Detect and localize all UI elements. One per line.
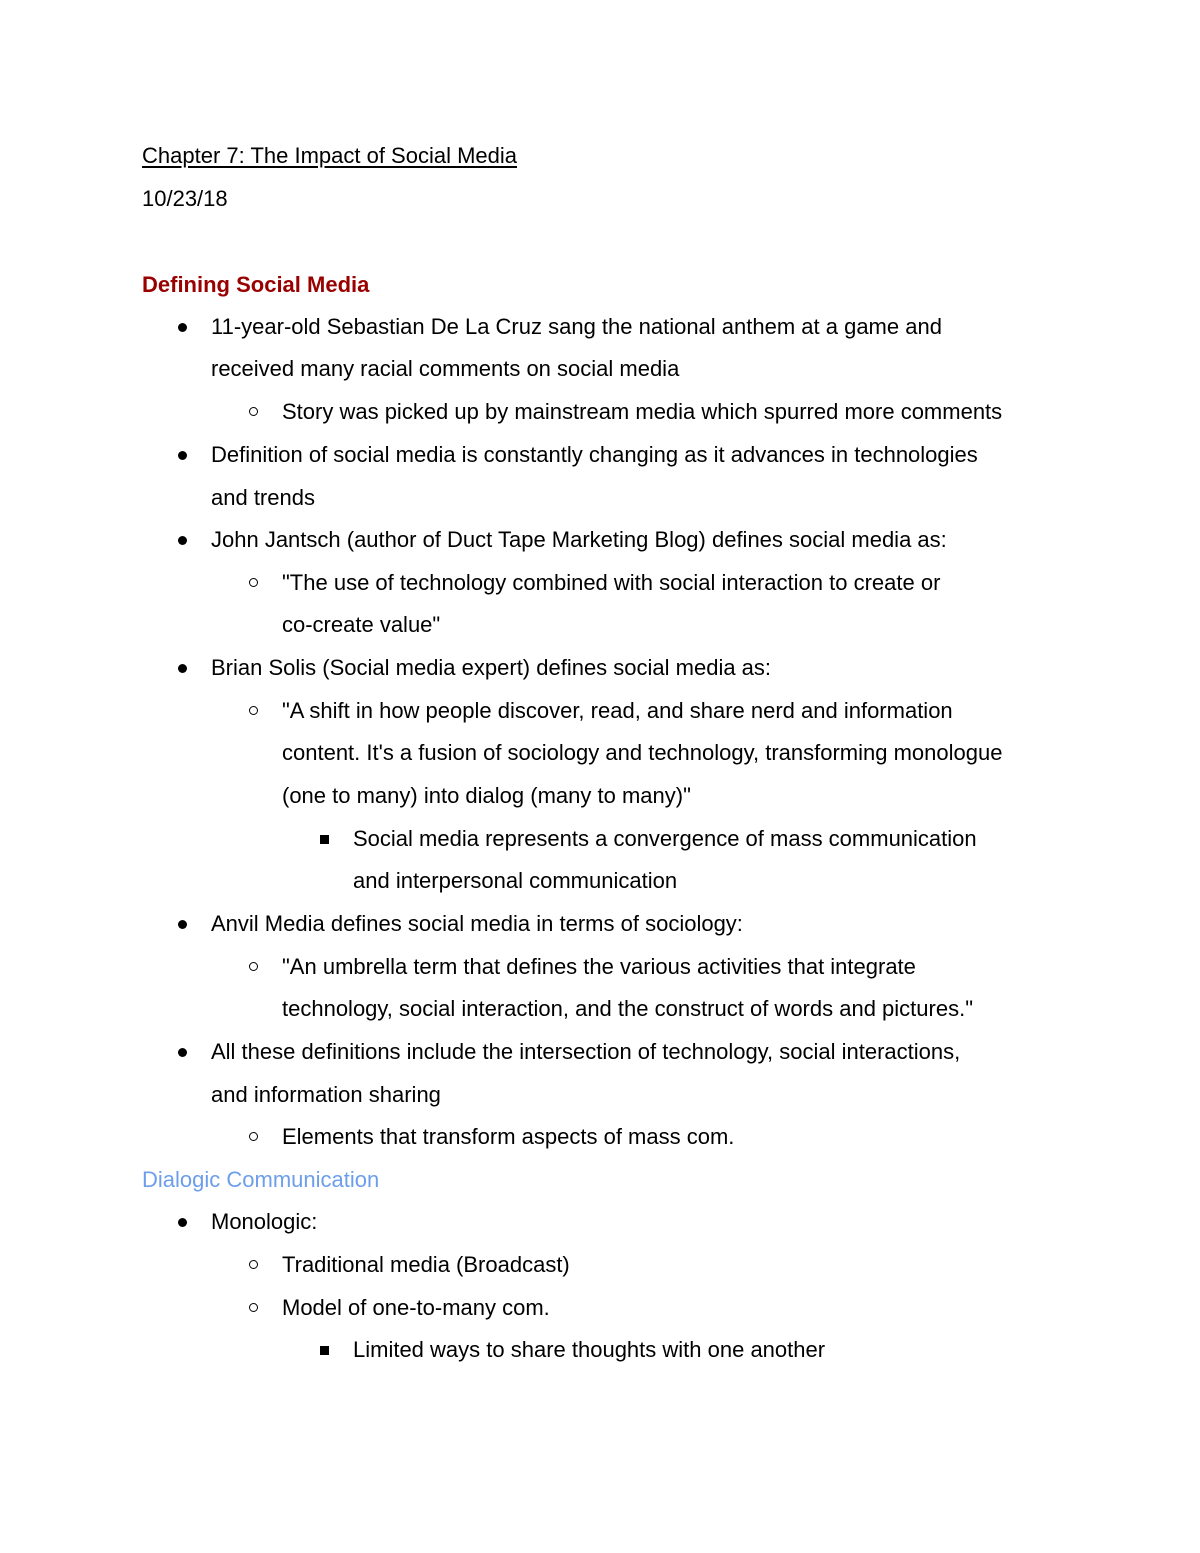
bullet-disc-icon (178, 451, 187, 460)
list-item-text: "The use of technology combined with social interaction to create or (282, 570, 941, 595)
list-item-continuation (211, 348, 679, 391)
list-item-text: All these definitions include the intersection of technology, social interactions, (211, 1039, 961, 1064)
list-item-text: content. It's a fusion of sociology and technology, transforming monologue (282, 740, 1003, 765)
bullet-circle-icon (249, 706, 258, 715)
list-item-continuation (211, 1074, 441, 1117)
list-item (353, 1329, 825, 1372)
list-item (211, 647, 771, 690)
list-item-text: Story was picked up by mainstream media which spurred more comments (282, 399, 1003, 424)
bullet-circle-icon (249, 407, 258, 416)
list-item-continuation (282, 732, 1002, 775)
bullet-circle-icon (249, 962, 258, 971)
list-item (211, 519, 947, 562)
list-item-text: 11-year-old Sebastian De La Cruz sang the national anthem at a game and (211, 314, 942, 339)
list-item-text: Model of one-to-many com. (282, 1295, 550, 1320)
bullet-circle-icon (249, 1303, 258, 1312)
section-heading-dialogic-communication: Dialogic Communication (142, 1167, 380, 1192)
list-item (282, 1244, 570, 1287)
list-item-text: Brian Solis (Social media expert) defines social media as: (211, 655, 772, 680)
list-item (282, 1287, 550, 1330)
bullet-disc-icon (178, 920, 187, 929)
list-item (211, 1031, 960, 1074)
list-item-text: received many racial comments on social media (211, 356, 680, 381)
list-item-text: Anvil Media defines social media in terms of sociology: (211, 911, 743, 936)
list-item-text: and trends (211, 485, 315, 510)
list-item (211, 903, 743, 946)
bullet-circle-icon (249, 1260, 258, 1269)
list-item-text: Monologic: (211, 1209, 318, 1234)
list-item (211, 434, 978, 477)
page-title: Chapter 7: The Impact of Social Media (142, 143, 518, 168)
list-item-text: Definition of social media is constantly changing as it advances in technologies (211, 442, 978, 467)
list-item-continuation (282, 604, 440, 647)
list-item (282, 946, 916, 989)
list-item (282, 690, 953, 733)
list-item-text: and information sharing (211, 1082, 441, 1107)
list-item (211, 306, 942, 349)
bullet-square-icon (320, 835, 329, 844)
list-item (282, 1116, 734, 1159)
bullet-circle-icon (249, 578, 258, 587)
list-item-text: "A shift in how people discover, read, and share nerd and information (282, 698, 953, 723)
bullet-disc-icon (178, 323, 187, 332)
list-item-continuation (282, 775, 691, 818)
list-item-continuation (282, 988, 973, 1031)
list-item-text: Elements that transform aspects of mass com. (282, 1124, 735, 1149)
list-item-text: Limited ways to share thoughts with one another (353, 1337, 826, 1362)
bullet-disc-icon (178, 536, 187, 545)
list-item-text: and interpersonal communication (353, 868, 678, 893)
bullet-square-icon (320, 1346, 329, 1355)
bullet-circle-icon (249, 1132, 258, 1141)
list-item-text: technology, social interaction, and the construct of words and pictures." (282, 996, 974, 1021)
list-item-text: Traditional media (Broadcast) (282, 1252, 570, 1277)
note-date: 10/23/18 (142, 186, 228, 211)
list-item (353, 818, 977, 861)
list-item (211, 1201, 317, 1244)
list-item-text: John Jantsch (author of Duct Tape Marketing Blog) defines social media as: (211, 527, 947, 552)
list-item-continuation (353, 860, 677, 903)
bullet-disc-icon (178, 1218, 187, 1227)
list-item-text: "An umbrella term that defines the various activities that integrate (282, 954, 916, 979)
section-heading-defining-social-media: Defining Social Media (142, 272, 370, 297)
bullet-disc-icon (178, 1048, 187, 1057)
list-item-text: (one to many) into dialog (many to many)" (282, 783, 691, 808)
list-item-continuation (211, 477, 315, 520)
list-item (282, 391, 1002, 434)
list-item-text: Social media represents a convergence of mass communication (353, 826, 977, 851)
bullet-disc-icon (178, 664, 187, 673)
list-item-text: co-create value" (282, 612, 441, 637)
list-item (282, 562, 940, 605)
